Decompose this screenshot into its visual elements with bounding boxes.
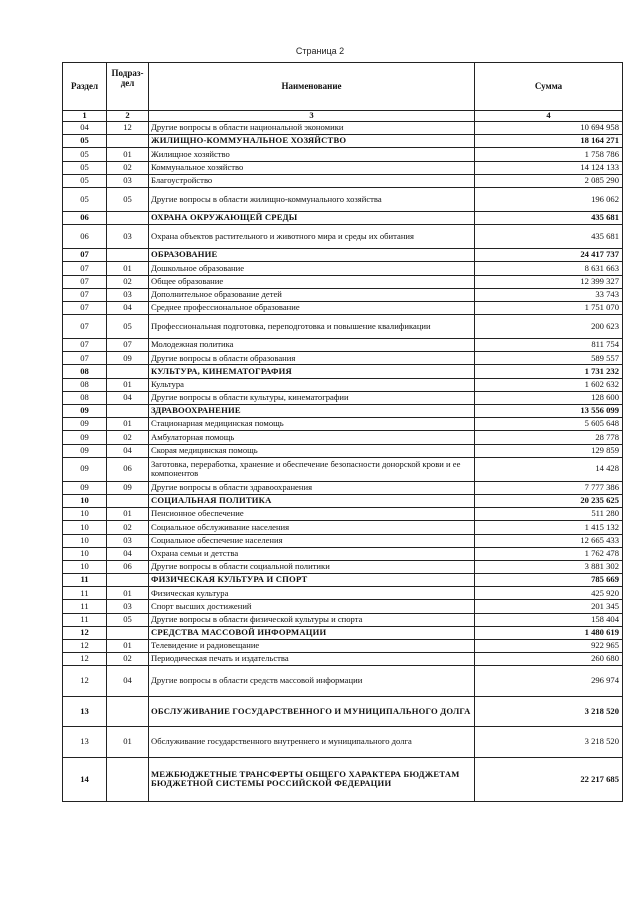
name-cell: ЗДРАВООХРАНЕНИЕ xyxy=(149,405,475,418)
razdel-cell: 09 xyxy=(63,418,107,431)
name-cell: Охрана семьи и детства xyxy=(149,547,475,560)
column-number: 4 xyxy=(475,111,623,122)
name-cell: Коммунальное хозяйство xyxy=(149,161,475,174)
table-row xyxy=(63,288,623,301)
sum-cell: 260 680 xyxy=(475,653,623,666)
table-row xyxy=(63,122,623,135)
table-row xyxy=(63,148,623,161)
razdel-cell: 05 xyxy=(63,187,107,211)
podrazdel-cell: 03 xyxy=(107,600,149,613)
sum-cell: 425 920 xyxy=(475,587,623,600)
name-cell: Другие вопросы в области национальной экономики xyxy=(149,122,475,135)
podrazdel-cell: 01 xyxy=(107,587,149,600)
sum-cell: 1 731 232 xyxy=(475,365,623,378)
name-cell: ОБРАЗОВАНИЕ xyxy=(149,249,475,262)
name-cell: Периодическая печать и издательства xyxy=(149,653,475,666)
header-sum: Сумма xyxy=(475,63,623,111)
table-row xyxy=(63,560,623,573)
table-row xyxy=(63,481,623,494)
razdel-cell: 08 xyxy=(63,378,107,391)
table-row xyxy=(63,315,623,339)
podrazdel-cell: 09 xyxy=(107,481,149,494)
table-row xyxy=(63,757,623,801)
table-row xyxy=(63,187,623,211)
name-cell: Другие вопросы в области физической культуры и спорта xyxy=(149,613,475,626)
table-row xyxy=(63,365,623,378)
name-cell: Стационарная медицинская помощь xyxy=(149,418,475,431)
razdel-cell: 09 xyxy=(63,444,107,457)
sum-cell: 12 665 433 xyxy=(475,534,623,547)
razdel-cell: 12 xyxy=(63,640,107,653)
razdel-cell: 10 xyxy=(63,560,107,573)
podrazdel-cell: 03 xyxy=(107,174,149,187)
table-row xyxy=(63,534,623,547)
table-row xyxy=(63,547,623,560)
sum-cell: 13 556 099 xyxy=(475,405,623,418)
sum-cell: 435 681 xyxy=(475,211,623,224)
sum-cell: 20 235 625 xyxy=(475,494,623,507)
name-cell: Физическая культура xyxy=(149,587,475,600)
razdel-cell: 07 xyxy=(63,249,107,262)
table-body xyxy=(63,122,623,802)
sum-cell: 1 602 632 xyxy=(475,378,623,391)
razdel-cell: 10 xyxy=(63,521,107,534)
table-row xyxy=(63,444,623,457)
razdel-cell: 04 xyxy=(63,122,107,135)
table-row xyxy=(63,275,623,288)
podrazdel-cell: 02 xyxy=(107,653,149,666)
name-cell: СОЦИАЛЬНАЯ ПОЛИТИКА xyxy=(149,494,475,507)
podrazdel-cell: 01 xyxy=(107,508,149,521)
sum-cell: 1 751 070 xyxy=(475,301,623,314)
podrazdel-cell: 05 xyxy=(107,187,149,211)
razdel-cell: 09 xyxy=(63,431,107,444)
sum-cell: 2 085 290 xyxy=(475,174,623,187)
table-row xyxy=(63,262,623,275)
table-row xyxy=(63,418,623,431)
name-cell: Амбулаторная помощь xyxy=(149,431,475,444)
name-cell: Социальное обеспечение населения xyxy=(149,534,475,547)
razdel-cell: 08 xyxy=(63,365,107,378)
razdel-cell: 07 xyxy=(63,262,107,275)
name-cell: Другие вопросы в области культуры, кинематографии xyxy=(149,391,475,404)
sum-cell: 28 778 xyxy=(475,431,623,444)
name-cell: Пенсионное обеспечение xyxy=(149,508,475,521)
podrazdel-cell: 01 xyxy=(107,148,149,161)
sum-cell: 14 124 133 xyxy=(475,161,623,174)
column-number: 3 xyxy=(149,111,475,122)
table-row xyxy=(63,600,623,613)
name-cell: ОБСЛУЖИВАНИЕ ГОСУДАРСТВЕННОГО И МУНИЦИПАЛЬНОГО ДОЛГА xyxy=(149,696,475,727)
sum-cell: 5 605 648 xyxy=(475,418,623,431)
podrazdel-cell xyxy=(107,405,149,418)
table-row xyxy=(63,696,623,727)
name-cell: Другие вопросы в области здравоохранения xyxy=(149,481,475,494)
sum-cell: 589 557 xyxy=(475,352,623,365)
table-row xyxy=(63,301,623,314)
name-cell: Спорт высших достижений xyxy=(149,600,475,613)
razdel-cell: 10 xyxy=(63,494,107,507)
razdel-cell: 14 xyxy=(63,757,107,801)
podrazdel-cell: 04 xyxy=(107,391,149,404)
column-number-row xyxy=(63,111,623,122)
podrazdel-cell: 03 xyxy=(107,225,149,249)
name-cell: Культура xyxy=(149,378,475,391)
table-row xyxy=(63,161,623,174)
name-cell: Другие вопросы в области жилищно-коммунального хозяйства xyxy=(149,187,475,211)
column-number: 1 xyxy=(63,111,107,122)
razdel-cell: 13 xyxy=(63,696,107,727)
sum-cell: 8 631 663 xyxy=(475,262,623,275)
name-cell: ОХРАНА ОКРУЖАЮЩЕЙ СРЕДЫ xyxy=(149,211,475,224)
razdel-cell: 06 xyxy=(63,211,107,224)
razdel-cell: 11 xyxy=(63,574,107,587)
podrazdel-cell: 02 xyxy=(107,275,149,288)
sum-cell: 1 415 132 xyxy=(475,521,623,534)
table-row xyxy=(63,653,623,666)
table-row xyxy=(63,339,623,352)
name-cell: Дополнительное образование детей xyxy=(149,288,475,301)
name-cell: Дошкольное образование xyxy=(149,262,475,275)
sum-cell: 1 758 786 xyxy=(475,148,623,161)
table-row xyxy=(63,135,623,148)
razdel-cell: 07 xyxy=(63,339,107,352)
sum-cell: 922 965 xyxy=(475,640,623,653)
razdel-cell: 07 xyxy=(63,275,107,288)
table-row xyxy=(63,521,623,534)
header-row xyxy=(63,63,623,111)
table-row xyxy=(63,405,623,418)
razdel-cell: 11 xyxy=(63,587,107,600)
sum-cell: 201 345 xyxy=(475,600,623,613)
podrazdel-cell: 06 xyxy=(107,560,149,573)
podrazdel-cell: 04 xyxy=(107,301,149,314)
razdel-cell: 12 xyxy=(63,666,107,697)
name-cell: МЕЖБЮДЖЕТНЫЕ ТРАНСФЕРТЫ ОБЩЕГО ХАРАКТЕРА БЮДЖЕТАМ БЮДЖЕТНОЙ СИСТЕМЫ РОССИЙСКОЙ ФЕДЕРАЦИИ xyxy=(149,757,475,801)
sum-cell: 18 164 271 xyxy=(475,135,623,148)
podrazdel-cell xyxy=(107,757,149,801)
table-row xyxy=(63,352,623,365)
podrazdel-cell xyxy=(107,696,149,727)
sum-cell: 1 762 478 xyxy=(475,547,623,560)
table-row xyxy=(63,457,623,481)
column-number: 2 xyxy=(107,111,149,122)
razdel-cell: 10 xyxy=(63,534,107,547)
name-cell: Другие вопросы в области социальной политики xyxy=(149,560,475,573)
podrazdel-cell xyxy=(107,365,149,378)
sum-cell: 12 399 327 xyxy=(475,275,623,288)
name-cell: Охрана объектов растительного и животного мира и среды их обитания xyxy=(149,225,475,249)
name-cell: Общее образование xyxy=(149,275,475,288)
sum-cell: 7 777 386 xyxy=(475,481,623,494)
table-row xyxy=(63,249,623,262)
razdel-cell: 07 xyxy=(63,352,107,365)
razdel-cell: 12 xyxy=(63,626,107,639)
podrazdel-cell xyxy=(107,249,149,262)
razdel-cell: 10 xyxy=(63,547,107,560)
podrazdel-cell xyxy=(107,494,149,507)
razdel-cell: 09 xyxy=(63,405,107,418)
name-cell: СРЕДСТВА МАССОВОЙ ИНФОРМАЦИИ xyxy=(149,626,475,639)
razdel-cell: 11 xyxy=(63,600,107,613)
podrazdel-cell: 02 xyxy=(107,431,149,444)
podrazdel-cell: 03 xyxy=(107,534,149,547)
header-name: Наименование xyxy=(149,63,475,111)
razdel-cell: 07 xyxy=(63,315,107,339)
name-cell: Жилищное хозяйство xyxy=(149,148,475,161)
name-cell: Молодежная политика xyxy=(149,339,475,352)
podrazdel-cell: 03 xyxy=(107,288,149,301)
podrazdel-cell: 12 xyxy=(107,122,149,135)
podrazdel-cell xyxy=(107,626,149,639)
table-row xyxy=(63,494,623,507)
table-row xyxy=(63,666,623,697)
podrazdel-cell: 04 xyxy=(107,547,149,560)
sum-cell: 296 974 xyxy=(475,666,623,697)
table-row xyxy=(63,378,623,391)
table-row xyxy=(63,508,623,521)
sum-cell: 200 623 xyxy=(475,315,623,339)
podrazdel-cell: 09 xyxy=(107,352,149,365)
razdel-cell: 05 xyxy=(63,161,107,174)
name-cell: Среднее профессиональное образование xyxy=(149,301,475,314)
podrazdel-cell: 01 xyxy=(107,640,149,653)
sum-cell: 3 218 520 xyxy=(475,727,623,758)
table-row xyxy=(63,640,623,653)
sum-cell: 22 217 685 xyxy=(475,757,623,801)
name-cell: Другие вопросы в области средств массовой информации xyxy=(149,666,475,697)
name-cell: Заготовка, переработка, хранение и обеспечение безопасности донорской крови и ее компонентов xyxy=(149,457,475,481)
name-cell: Социальное обслуживание населения xyxy=(149,521,475,534)
table-row xyxy=(63,431,623,444)
sum-cell: 435 681 xyxy=(475,225,623,249)
budget-table xyxy=(62,62,623,802)
podrazdel-cell xyxy=(107,135,149,148)
sum-cell: 3 218 520 xyxy=(475,696,623,727)
sum-cell: 33 743 xyxy=(475,288,623,301)
sum-cell: 196 062 xyxy=(475,187,623,211)
table-row xyxy=(63,587,623,600)
razdel-cell: 09 xyxy=(63,481,107,494)
podrazdel-cell: 06 xyxy=(107,457,149,481)
sum-cell: 24 417 737 xyxy=(475,249,623,262)
razdel-cell: 05 xyxy=(63,135,107,148)
razdel-cell: 07 xyxy=(63,288,107,301)
podrazdel-cell xyxy=(107,211,149,224)
podrazdel-cell: 02 xyxy=(107,161,149,174)
razdel-cell: 05 xyxy=(63,174,107,187)
table-row xyxy=(63,613,623,626)
header-razdel: Раздел xyxy=(63,63,107,111)
name-cell: Обслуживание государственного внутреннего и муниципального долга xyxy=(149,727,475,758)
podrazdel-cell: 01 xyxy=(107,727,149,758)
razdel-cell: 09 xyxy=(63,457,107,481)
razdel-cell: 11 xyxy=(63,613,107,626)
name-cell: ЖИЛИЩНО-КОММУНАЛЬНОЕ ХОЗЯЙСТВО xyxy=(149,135,475,148)
podrazdel-cell: 02 xyxy=(107,521,149,534)
table-row xyxy=(63,225,623,249)
podrazdel-cell: 07 xyxy=(107,339,149,352)
table-row xyxy=(63,574,623,587)
sum-cell: 785 669 xyxy=(475,574,623,587)
razdel-cell: 12 xyxy=(63,653,107,666)
razdel-cell: 13 xyxy=(63,727,107,758)
sum-cell: 128 600 xyxy=(475,391,623,404)
table-row xyxy=(63,626,623,639)
sum-cell: 129 859 xyxy=(475,444,623,457)
table-row xyxy=(63,391,623,404)
sum-cell: 811 754 xyxy=(475,339,623,352)
name-cell: Телевидение и радиовещание xyxy=(149,640,475,653)
sum-cell: 10 694 958 xyxy=(475,122,623,135)
sum-cell: 511 280 xyxy=(475,508,623,521)
sum-cell: 14 428 xyxy=(475,457,623,481)
podrazdel-cell xyxy=(107,574,149,587)
sum-cell: 1 480 619 xyxy=(475,626,623,639)
name-cell: Профессиональная подготовка, переподготовка и повышение квалификации xyxy=(149,315,475,339)
name-cell: Благоустройство xyxy=(149,174,475,187)
name-cell: КУЛЬТУРА, КИНЕМАТОГРАФИЯ xyxy=(149,365,475,378)
podrazdel-cell: 01 xyxy=(107,378,149,391)
podrazdel-cell: 04 xyxy=(107,666,149,697)
podrazdel-cell: 01 xyxy=(107,262,149,275)
podrazdel-cell: 01 xyxy=(107,418,149,431)
razdel-cell: 10 xyxy=(63,508,107,521)
table-row xyxy=(63,727,623,758)
table-row xyxy=(63,174,623,187)
podrazdel-cell: 04 xyxy=(107,444,149,457)
name-cell: Скорая медицинская помощь xyxy=(149,444,475,457)
podrazdel-cell: 05 xyxy=(107,315,149,339)
header-podrazdel: Подраз- дел xyxy=(107,63,149,111)
page-title: Страница 2 xyxy=(295,46,345,56)
name-cell: Другие вопросы в области образования xyxy=(149,352,475,365)
sum-cell: 3 881 302 xyxy=(475,560,623,573)
razdel-cell: 06 xyxy=(63,225,107,249)
podrazdel-cell: 05 xyxy=(107,613,149,626)
razdel-cell: 08 xyxy=(63,391,107,404)
razdel-cell: 05 xyxy=(63,148,107,161)
sum-cell: 158 404 xyxy=(475,613,623,626)
name-cell: ФИЗИЧЕСКАЯ КУЛЬТУРА И СПОРТ xyxy=(149,574,475,587)
razdel-cell: 07 xyxy=(63,301,107,314)
table-row xyxy=(63,211,623,224)
